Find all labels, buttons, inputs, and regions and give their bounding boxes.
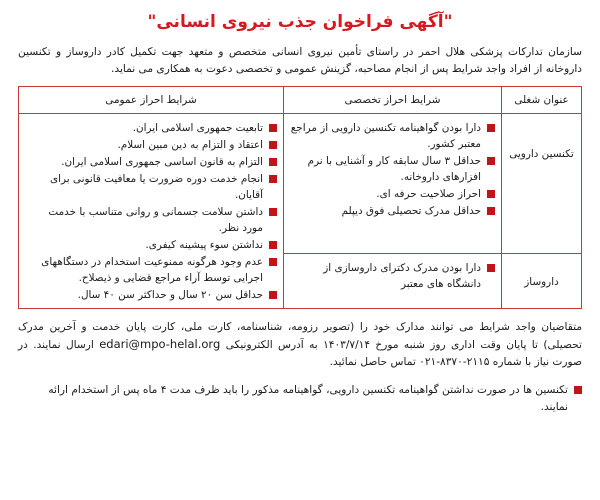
list-item	[290, 203, 495, 219]
requirement-text: حداقل سن ۲۰ سال و حداکثر سن ۴۰ سال.	[77, 289, 263, 301]
list-item	[290, 260, 495, 292]
header-specialized-requirements: شرایط احراز تخصصی	[284, 87, 502, 114]
bullet-square-icon	[269, 124, 277, 132]
list-item	[25, 204, 277, 236]
requirement-text: عدم وجود هرگونه ممنوعیت استخدام در دستگاههای اجرایی توسط آراء مراجع قضایی و ذیصلاح.	[41, 256, 263, 284]
requirement-text: تابعیت جمهوری اسلامی ایران.	[132, 122, 263, 134]
bullet-square-icon	[269, 241, 277, 249]
bullet-square-icon	[574, 386, 582, 394]
header-general-requirements: شرایط احراز عمومی	[19, 87, 284, 114]
job-title-cell: داروساز	[502, 253, 582, 308]
requirement-text: دارا بودن مدرک دکترای داروسازی از دانشگاه های معتبر	[323, 261, 481, 290]
intro-paragraph: سازمان تدارکات پزشکی هلال احمر در راستای تأمین نیروی انسانی متخصص و متعهد جهت تکمیل کادر داروساز و تکنسین داروخانه از افراد واجد شرایط پس از انجام مصاحبه، گزینش عمومی و تخصصی دعوت به همکاری می نماید.	[18, 46, 582, 75]
requirement-text: احراز صلاحیت حرفه ای.	[376, 188, 481, 200]
header-job-title: عنوان شغلی	[502, 87, 582, 114]
general-requirements-cell	[19, 114, 284, 309]
application-instructions	[18, 319, 582, 371]
requirement-text: التزام به قانون اساسی جمهوری اسلامی ایران.	[61, 156, 263, 168]
bullet-square-icon	[487, 124, 495, 132]
announcement-title: "آگهی فراخوان جذب نیروی انسانی"	[147, 12, 453, 32]
bullet-square-icon	[487, 207, 495, 215]
technician-note-text: تکنسین ها در صورت نداشتن گواهینامه تکنسین دارویی، گواهینامه مذکور را باید ظرف مدت ۴ ماه پس از استخدام ارائه نمایند.	[48, 383, 568, 413]
list-item	[25, 287, 277, 303]
technician-note	[18, 382, 582, 416]
requirement-text: حداقل ۳ سال سابقه کار و آشنایی با نرم افزارهای داروخانه.	[307, 155, 481, 183]
list-item	[25, 137, 277, 153]
job-title-cell: تکنسین دارویی	[502, 114, 582, 254]
specialized-requirements-cell	[284, 253, 502, 308]
email-address-link[interactable]: edari@mpo-helal.org	[99, 337, 221, 351]
bullet-square-icon	[269, 175, 277, 183]
table-row	[19, 114, 582, 254]
bullet-square-icon	[487, 190, 495, 198]
requirement-text: نداشتن سوء پیشینه کیفری.	[145, 239, 263, 251]
requirement-text: انجام خدمت دوره ضرورت یا معافیت قانونی برای آقایان.	[49, 173, 263, 201]
bullet-square-icon	[487, 157, 495, 165]
requirements-table	[18, 86, 582, 309]
bullet-square-icon	[269, 208, 277, 216]
bullet-square-icon	[269, 291, 277, 299]
list-item	[25, 171, 277, 203]
list-item	[25, 237, 277, 253]
list-item	[290, 153, 495, 185]
list-item	[25, 154, 277, 170]
list-item	[290, 120, 495, 152]
list-item	[290, 186, 495, 202]
bullet-square-icon	[269, 258, 277, 266]
requirement-text: حداقل مدرک تحصیلی فوق دیپلم	[341, 205, 481, 217]
requirement-text: اعتقاد و التزام به دین مبین اسلام.	[117, 139, 263, 151]
list-item	[25, 254, 277, 286]
specialized-requirements-cell	[284, 114, 502, 254]
requirement-text: داشتن سلامت جسمانی و روانی متناسب با خدمت مورد نظر.	[48, 206, 263, 234]
table-header-row	[19, 87, 582, 114]
bullet-square-icon	[487, 264, 495, 272]
requirement-text: دارا بودن گواهینامه تکنسین دارویی از مراجع معتبر کشور.	[290, 122, 481, 150]
list-item	[25, 120, 277, 136]
bullet-square-icon	[269, 158, 277, 166]
instructions-text-part-2: ارسال نمایند. در صورت نیاز با شماره ۲۱۱۵-۸۳۷۰-۰۲۱ تماس حاصل نمائید.	[18, 339, 582, 368]
instructions-text-part-1: متقاضیان واجد شرایط می توانند مدارک خود را (تصویر رزومه، شناسنامه، کارت ملی، کارت پایان خدمت و آخرین مدرک تحصیلی) تا پایان وقت اداری روز شنبه مورخ ۱۴۰۳/۷/۱۴ به آدرس الکترونیکی	[18, 321, 582, 351]
bullet-square-icon	[269, 141, 277, 149]
